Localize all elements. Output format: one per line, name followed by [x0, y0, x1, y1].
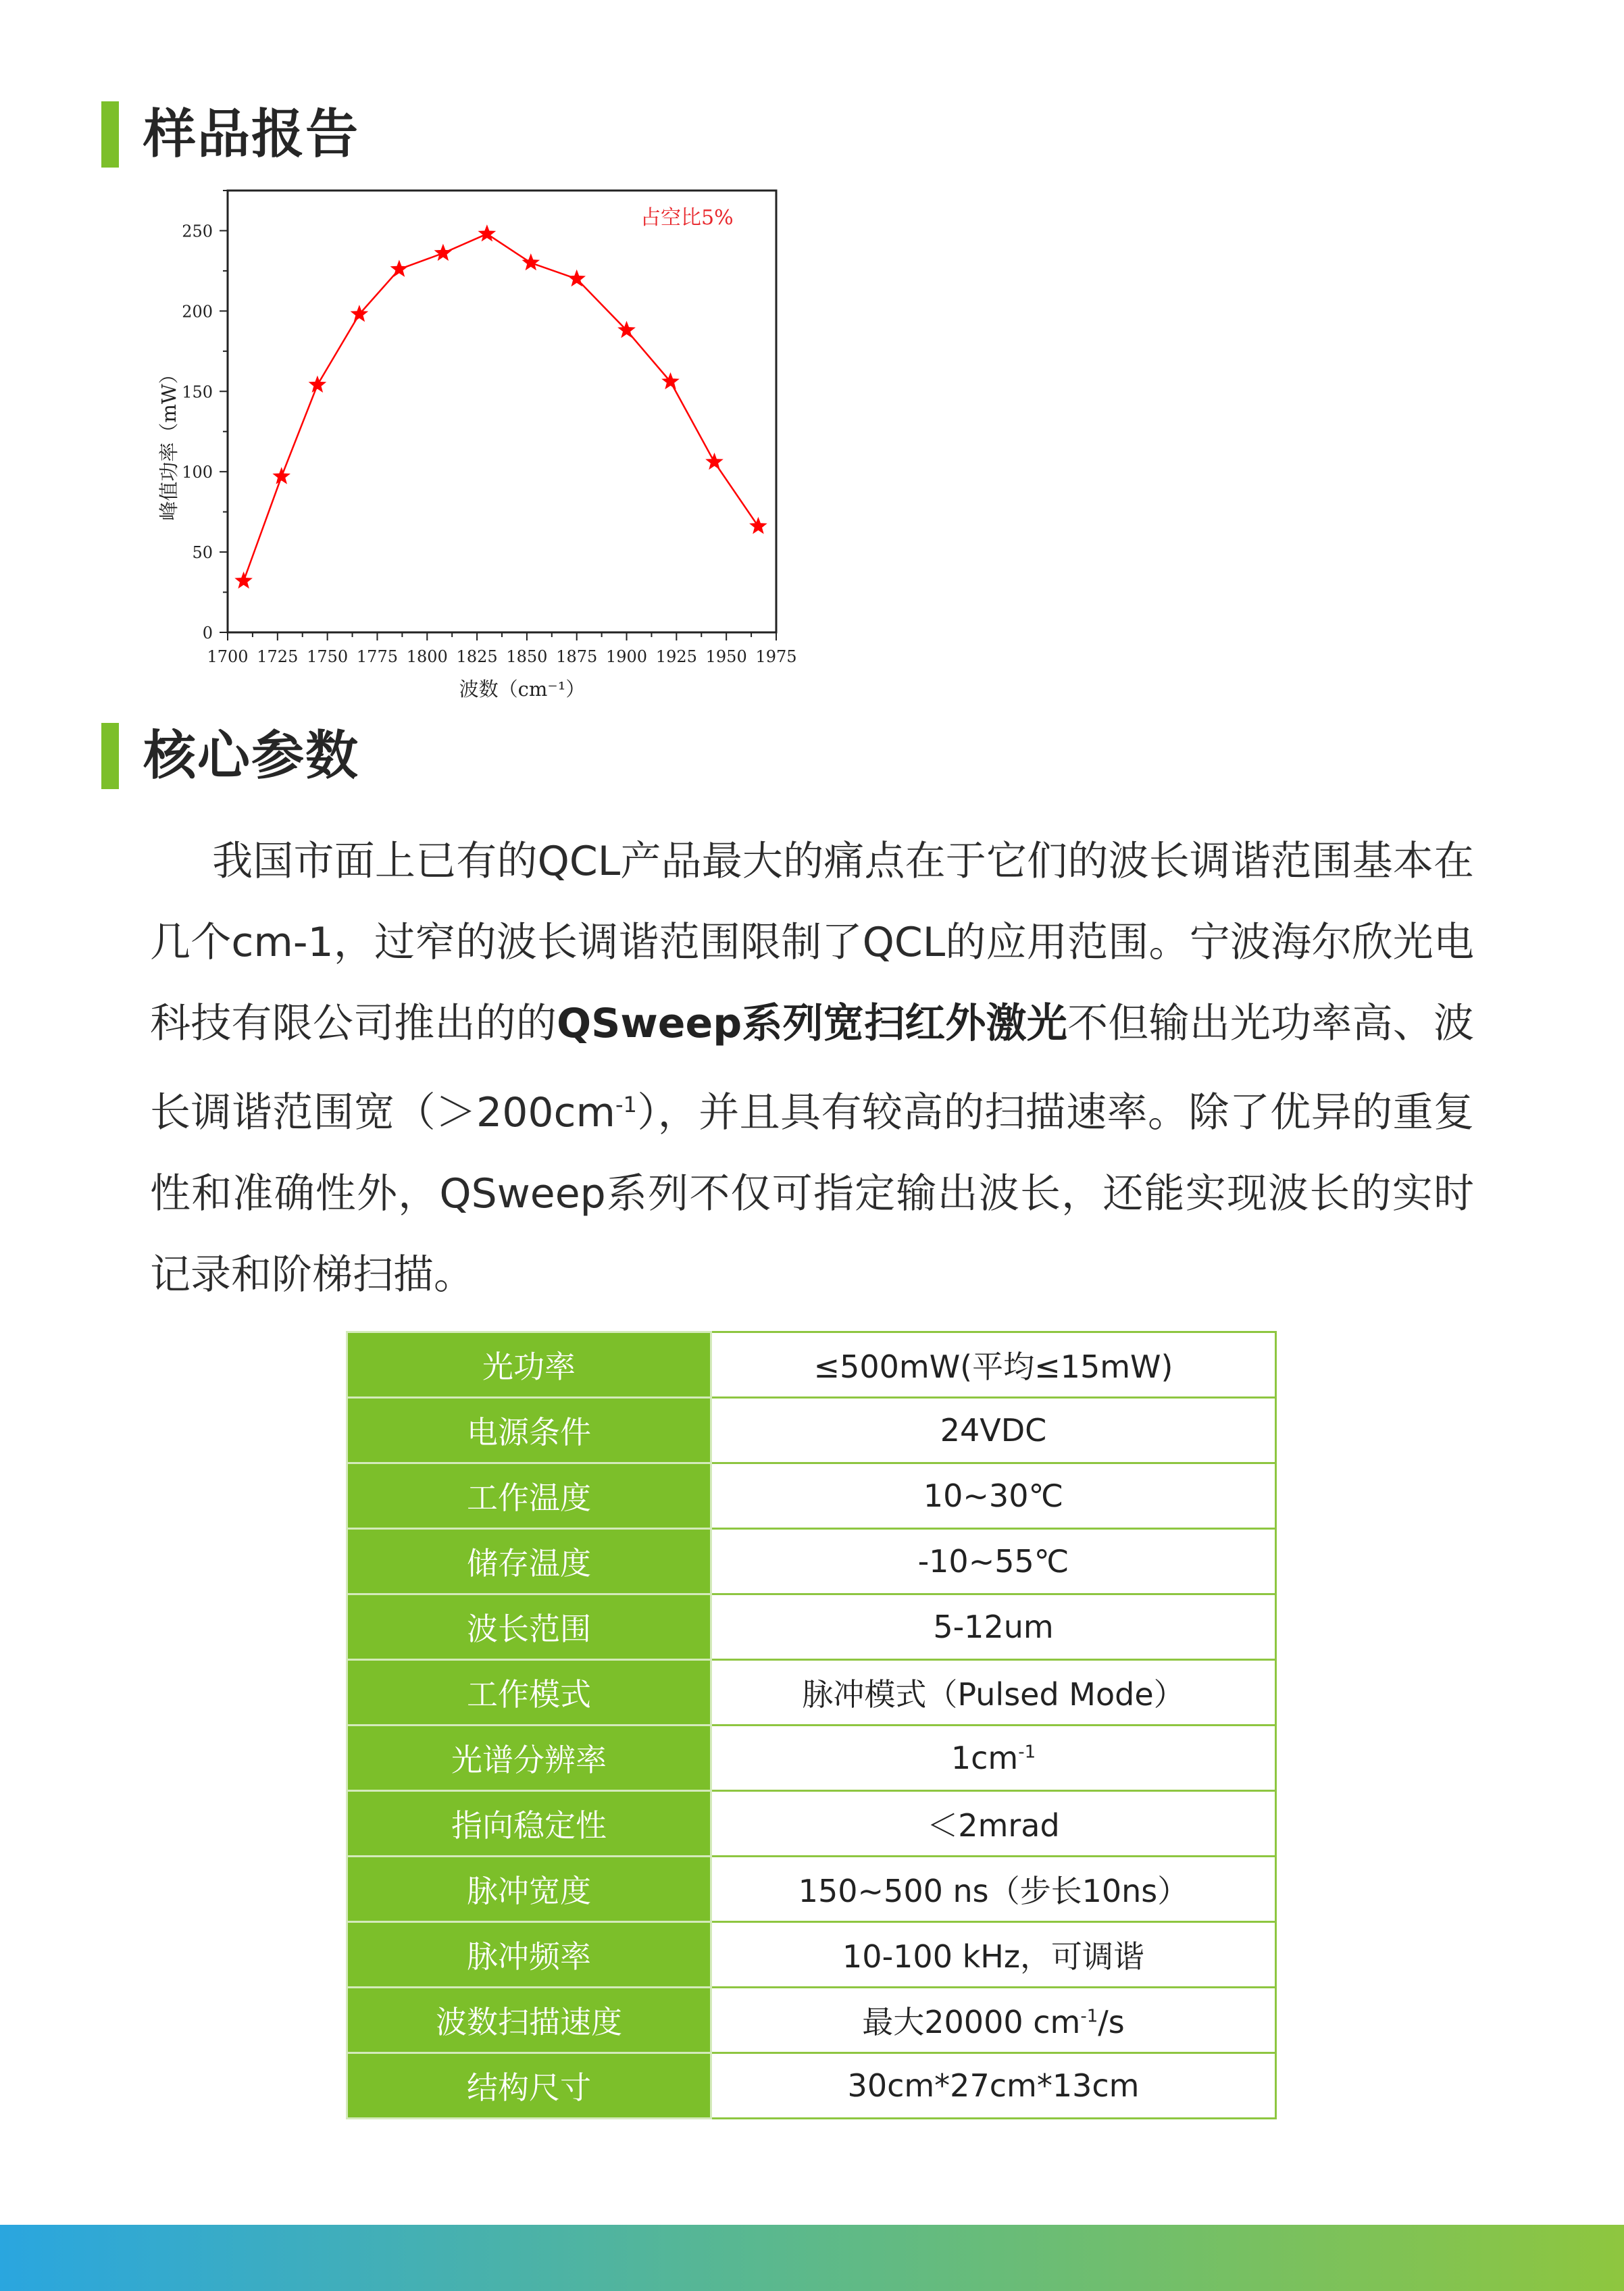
- data-point-star: [272, 467, 290, 484]
- heading-accent-bar: [101, 101, 119, 168]
- spec-value: -10~55℃: [711, 1529, 1276, 1594]
- chart-frame: [228, 191, 776, 632]
- spec-key: 工作温度: [347, 1463, 711, 1529]
- spec-row: [347, 1726, 1276, 1791]
- x-tick-label: 1700: [207, 647, 249, 666]
- spec-row: [347, 1332, 1276, 1398]
- chart-annotation: 占空比5%: [640, 206, 734, 230]
- data-point-star: [309, 376, 327, 393]
- heading-accent-bar: [101, 723, 119, 789]
- intro-paragraph: [150, 821, 1474, 1315]
- spec-key: 储存温度: [347, 1529, 711, 1594]
- y-tick-label: 150: [182, 382, 213, 402]
- footer-gradient-band: [0, 2225, 1624, 2291]
- superscript: -1: [1018, 1742, 1036, 1763]
- y-tick-label: 0: [202, 624, 213, 643]
- spec-key: 波数扫描速度: [347, 1988, 711, 2053]
- spec-value: 10-100 kHz，可调谐: [711, 1922, 1276, 1988]
- spec-value: $1cm^{-1}$: [711, 1726, 1276, 1791]
- chart-y-axis-label: 峰值功率（mW）: [157, 364, 180, 521]
- y-tick-label: 200: [182, 302, 213, 322]
- data-point-star: [234, 572, 253, 588]
- spec-row: [347, 1529, 1276, 1594]
- spec-key: 工作模式: [347, 1660, 711, 1726]
- data-point-star: [522, 253, 540, 270]
- data-point-star: [434, 244, 453, 261]
- spec-key: 光功率: [347, 1332, 711, 1398]
- spec-value: 30cm*27cm*13cm: [711, 2053, 1276, 2119]
- data-point-star: [705, 453, 724, 470]
- spec-key: 电源条件: [347, 1398, 711, 1463]
- spec-key: 指向稳定性: [347, 1791, 711, 1857]
- section-title: 样品报告: [143, 104, 360, 165]
- spec-key: 脉冲频率: [347, 1922, 711, 1988]
- data-point-star: [749, 517, 767, 534]
- chart-x-axis-label: 波数（cm⁻¹）: [459, 678, 586, 701]
- spec-value: ＜2mrad: [711, 1791, 1276, 1857]
- spec-key: 光谱分辨率: [347, 1726, 711, 1791]
- y-tick-label: 100: [182, 463, 213, 482]
- spec-value: 10~30℃: [711, 1463, 1276, 1529]
- spec-key: 结构尺寸: [347, 2053, 711, 2119]
- paragraph-product-name: QSweep系列宽扫红外激光: [557, 1000, 1068, 1047]
- x-tick-label: 1850: [506, 647, 548, 666]
- y-tick-label: 50: [192, 543, 213, 563]
- x-tick-label: 1775: [356, 647, 398, 666]
- superscript: -1: [615, 1092, 637, 1117]
- x-tick-label: 1725: [257, 647, 299, 666]
- series-line: [244, 234, 759, 581]
- x-tick-label: 1975: [755, 647, 797, 666]
- spec-row: [347, 1922, 1276, 1988]
- spec-key: 波长范围: [347, 1594, 711, 1660]
- x-tick-label: 1750: [307, 647, 349, 666]
- spec-value: 脉冲模式（Pulsed Mode）: [711, 1660, 1276, 1726]
- spec-row: [347, 1398, 1276, 1463]
- spec-value: 5-12um: [711, 1594, 1276, 1660]
- paragraph-text: 我国市面上已有的QCL产品最大的痛点在于它们的波长调谐范围基本在几个cm-1，过窄的波长调谐范围限制了QCL的应用范围。宁波海尔欣光电科技有限公司推出的的: [150, 838, 1474, 1047]
- x-tick-label: 1875: [556, 647, 598, 666]
- paragraph-text: 不但输出光功率高、波长调谐范围宽（＞200cm: [150, 1000, 1475, 1136]
- spec-value: ≤500mW(平均≤15mW): [711, 1332, 1276, 1398]
- spec-value: 最大20000 $cm^{-1}/s$: [711, 1988, 1276, 2053]
- x-tick-label: 1950: [705, 647, 747, 666]
- spec-row: [347, 2053, 1276, 2119]
- x-tick-label: 1825: [456, 647, 498, 666]
- spec-value: 150~500 ns（步长10ns）: [711, 1857, 1276, 1922]
- spec-row: [347, 1857, 1276, 1922]
- data-point-star: [390, 260, 409, 277]
- x-tick-label: 1800: [406, 647, 448, 666]
- spec-row: [347, 1594, 1276, 1660]
- spec-row: [347, 1988, 1276, 2053]
- paragraph-text: ），并且具有较高的扫描速率。除了优异的重复性和准确性外，QSweep系列不仅可指定输出波长，还能实现波长的实时记录和阶梯扫描。: [150, 1089, 1474, 1299]
- x-tick-label: 1925: [655, 647, 697, 666]
- spec-value: 24VDC: [711, 1398, 1276, 1463]
- spec-row: [347, 1660, 1276, 1726]
- x-tick-label: 1900: [606, 647, 648, 666]
- spec-row: [347, 1791, 1276, 1857]
- spec-row: [347, 1463, 1276, 1529]
- spec-table: [346, 1331, 1277, 2119]
- data-point-star: [567, 270, 586, 286]
- power-vs-wavenumber-chart: [135, 176, 824, 709]
- superscript: -1: [1080, 2006, 1098, 2027]
- section-title: 核心参数: [143, 726, 360, 786]
- y-tick-label: 250: [182, 222, 213, 241]
- spec-key: 脉冲宽度: [347, 1857, 711, 1922]
